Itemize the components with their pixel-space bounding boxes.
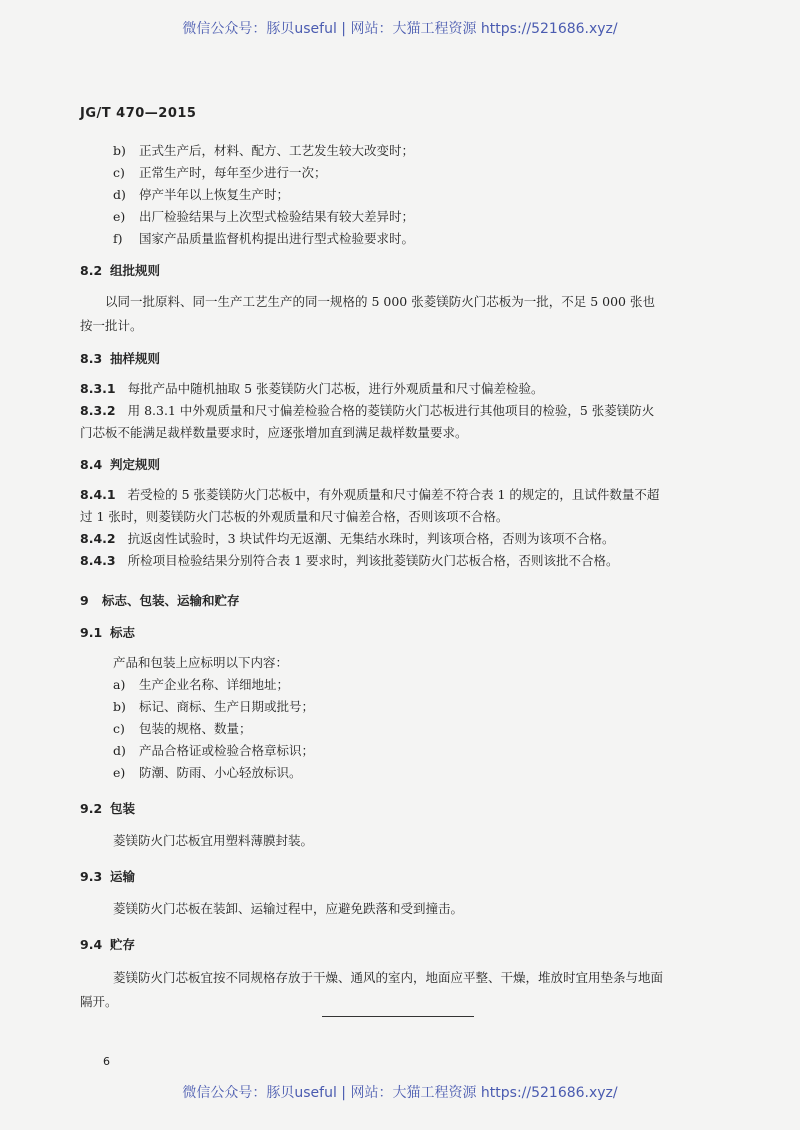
section-heading-8-2: 8.2 组批规则 [80,263,161,278]
list-item: d) 停产半年以上恢复生产时； [113,187,290,202]
list-item: f) 国家产品质量监督机构提出进行型式检验要求时。 [113,231,415,246]
section-heading-9-2: 9.2 包装 [80,801,136,816]
list-item: b) 标记、商标、生产日期或批号； [113,699,315,714]
list-item: e) 防潮、防雨、小心轻放标识。 [113,765,302,780]
clause-8-4-1-cont: 过 1 张时，则菱镁防火门芯板的外观质量和尺寸偏差合格，否则该项不合格。 [80,509,509,524]
list-item: c) 包装的规格、数量； [113,721,252,736]
chapter-heading-9: 9 标志、包装、运输和贮存 [80,593,240,608]
list-9-1 [80,652,720,784]
clause-8-4-2: 8.4.2 抗返卤性试验时，3 块试件均无返潮、无集结水珠时，判该项合格，否则为该项不合格。 [80,531,615,546]
list-item: a) 生产企业名称、详细地址； [113,677,290,692]
clause-8-3-2: 8.3.2 用 8.3.1 中外观质量和尺寸偏差检验合格的菱镁防火门芯板进行其他项目的检验，5 张菱镁防火 [80,403,655,418]
watermark-top: 微信公众号：豚贝useful | 网站：大猫工程资源 https://521686.xyz/ [182,21,618,37]
paragraph-9-2: 菱镁防火门芯板宜用塑料薄膜封装。 [113,833,314,848]
section-heading-8-3: 8.3 抽样规则 [80,351,161,366]
clause-8-4-1: 8.4.1 若受检的 5 张菱镁防火门芯板中，有外观质量和尺寸偏差不符合表 1 的规定的，且试件数量不超 [80,487,660,502]
list-item: d) 产品合格证或检验合格章标识； [113,743,315,758]
page-number: 6 [103,1055,110,1068]
section-heading-9-3: 9.3 运输 [80,869,136,884]
clause-8-3-1: 8.3.1 每批产品中随机抽取 5 张菱镁防火门芯板，进行外观质量和尺寸偏差检验。 [80,381,544,396]
section-heading-9-4: 9.4 贮存 [80,937,136,952]
clause-8-4-3: 8.4.3 所检项目检验结果分别符合表 1 要求时，判该批菱镁防火门芯板合格，否则该批不合格。 [80,553,619,568]
list-item: e) 出厂检验结果与上次型式检验结果有较大差异时； [113,209,415,224]
section-heading-9-1: 9.1 标志 [80,625,136,640]
list-intro: 产品和包装上应标明以下内容： [113,655,289,670]
paragraph-9-3: 菱镁防火门芯板在装卸、运输过程中，应避免跌落和受到撞击。 [113,901,464,916]
end-of-text-rule [322,1016,474,1017]
paragraph-8-2: 以同一批原料、同一生产工艺生产的同一规格的 5 000 张菱镁防火门芯板为一批，不足 5 000 张也 按一批计。 [80,294,655,333]
paragraph-9-4: 菱镁防火门芯板宜按不同规格存放于干燥、通风的室内，地面应平整、干燥，堆放时宜用垫条与地面 隔开。 [80,970,664,1009]
clause-8-3-2-cont: 门芯板不能满足裁样数量要求时，应逐张增加直到满足裁样数量要求。 [80,425,468,440]
list-item: b) 正式生产后，材料、配方、工艺发生较大改变时； [113,143,415,158]
standard-code: JG/T 470—2015 [80,106,197,121]
document-body [80,140,720,1014]
list-item: c) 正常生产时，每年至少进行一次； [113,165,327,180]
list-8-1 [80,140,720,250]
section-heading-8-4: 8.4 判定规则 [80,457,161,472]
watermark-bottom: 微信公众号：豚贝useful | 网站：大猫工程资源 https://521686.xyz/ [182,1085,618,1101]
